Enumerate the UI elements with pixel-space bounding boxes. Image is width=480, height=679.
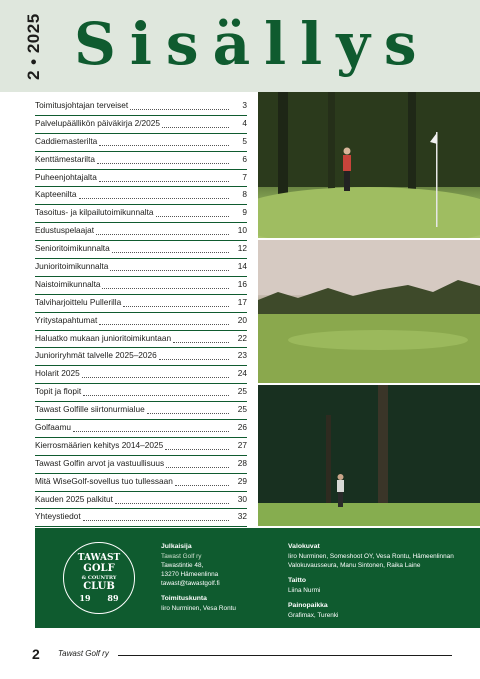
toc-item-page: 5 xyxy=(242,135,247,146)
toc-item-title: Edustuspelaajat xyxy=(35,225,95,236)
publisher-email: tawast@tawastgolf.fi xyxy=(161,580,220,587)
toc-item-title: Naistoimikunnalta xyxy=(35,278,101,289)
toc-item-page: 14 xyxy=(237,261,247,272)
toc-item-title: Yhteystiedot xyxy=(35,511,81,522)
toc-leader-dots xyxy=(159,349,229,360)
toc-item-title: Kapteenilta xyxy=(35,189,77,200)
toc-item-page: 6 xyxy=(242,153,247,164)
toc-item[interactable] xyxy=(35,152,247,170)
toc-item-page: 20 xyxy=(237,314,247,325)
toc-leader-dots xyxy=(173,332,229,343)
toc-item[interactable] xyxy=(35,384,247,402)
photos-heading: Valokuvat xyxy=(288,543,320,550)
photo-course-landscape xyxy=(258,240,480,383)
toc-leader-dots xyxy=(156,206,229,217)
toc-item-page: 24 xyxy=(237,368,247,379)
photo-golfer-putting xyxy=(258,92,480,238)
colophon-band xyxy=(35,528,480,628)
toc-item[interactable] xyxy=(35,509,247,527)
toc-item-title: Junioritoimikunnalta xyxy=(35,261,109,272)
toc-item-page: 10 xyxy=(237,225,247,236)
print-heading: Painopaikka xyxy=(288,602,328,609)
toc-item-title: Kenttämestarilta xyxy=(35,153,95,164)
toc-item-page: 17 xyxy=(237,296,247,307)
photos-credits-1: Iiro Nurminen, Someshoot OY, Vesa Rontu, Hämeenlinnan xyxy=(288,553,454,560)
toc-leader-dots xyxy=(99,135,229,146)
toc-item[interactable] xyxy=(35,420,247,438)
toc-item-page: 29 xyxy=(237,475,247,486)
toc-item-title: Junioriryhmät talvelle 2025–2026 xyxy=(35,350,157,361)
publisher-name: Tawast Golf ry xyxy=(161,553,202,560)
toc-item[interactable] xyxy=(35,187,247,205)
issue-label: 2 • 2025 xyxy=(24,13,43,80)
toc-item-page: 4 xyxy=(242,117,247,128)
publisher-column xyxy=(161,542,281,619)
toc-item[interactable] xyxy=(35,241,247,259)
toc-item-page: 30 xyxy=(237,493,247,504)
toc-item-title: Tawast Golfin arvot ja vastuullisuus xyxy=(35,457,165,468)
toc-item-page: 23 xyxy=(237,350,247,361)
toc-leader-dots xyxy=(83,510,229,521)
toc-item[interactable] xyxy=(35,259,247,277)
toc-item-page: 26 xyxy=(237,422,247,433)
toc-leader-dots xyxy=(79,188,229,199)
toc-item-page: 12 xyxy=(237,243,247,254)
toc-item-title: Golfaamu xyxy=(35,422,71,433)
toc-item[interactable] xyxy=(35,134,247,152)
toc-item[interactable] xyxy=(35,456,247,474)
toc-item-page: 28 xyxy=(237,457,247,468)
toc-item[interactable] xyxy=(35,348,247,366)
publisher-address-2: 13270 Hämeenlinna xyxy=(161,571,219,578)
photos-credits-2: Valokuvausseura, Manu Sintonen, Raika Laine xyxy=(288,562,421,569)
toc-item[interactable] xyxy=(35,474,247,492)
page-title: Sisällys xyxy=(74,10,431,78)
toc-leader-dots xyxy=(130,99,229,110)
toc-item-title: Topit ja flopit xyxy=(35,386,82,397)
publisher-address-1: Tawastintie 48, xyxy=(161,562,204,569)
toc-leader-dots xyxy=(97,153,229,164)
toc-item[interactable] xyxy=(35,438,247,456)
editors-heading: Toimituskunta xyxy=(161,595,207,602)
toc-item-title: Palvelupäällikön päiväkirja 2/2025 xyxy=(35,117,160,128)
toc-item-title: Toimitusjohtajan terveiset xyxy=(35,100,129,110)
toc-item-title: Tawast Golfille siirtonurmialue xyxy=(35,404,145,415)
print-credit: Grafimax, Turenki xyxy=(288,612,339,619)
toc-item-page: 3 xyxy=(242,100,247,110)
toc-item-page: 9 xyxy=(242,207,247,218)
toc-item-title: Kierrosmäärien kehitys 2014–2025 xyxy=(35,439,164,450)
page-number: 2 xyxy=(32,646,40,662)
toc-leader-dots xyxy=(99,314,229,325)
toc-item-title: Yritystapahtumat xyxy=(35,314,98,325)
toc-item[interactable] xyxy=(35,116,247,134)
toc-item[interactable] xyxy=(35,277,247,295)
toc-item-page: 16 xyxy=(237,278,247,289)
toc-leader-dots xyxy=(115,493,229,504)
toc-item-title: Tasoitus- ja kilpailutoimikunnalta xyxy=(35,207,154,218)
toc-item-title: Senioritoimikunnalta xyxy=(35,243,110,254)
toc-item[interactable] xyxy=(35,223,247,241)
toc-item-page: 8 xyxy=(242,189,247,200)
toc-item[interactable] xyxy=(35,402,247,420)
toc-item-page: 22 xyxy=(237,332,247,343)
toc-item-title: Holarit 2025 xyxy=(35,368,80,379)
toc-leader-dots xyxy=(165,439,229,450)
toc-item[interactable] xyxy=(35,295,247,313)
toc-item-title: Caddiemasterilta xyxy=(35,135,98,146)
toc-leader-dots xyxy=(147,403,229,414)
toc-leader-dots xyxy=(82,367,229,378)
toc-item-page: 32 xyxy=(237,511,247,522)
footer-publication: Tawast Golf ry xyxy=(58,649,109,658)
toc-leader-dots xyxy=(96,224,229,235)
toc-item[interactable] xyxy=(35,205,247,223)
table-of-contents xyxy=(35,98,247,545)
toc-item[interactable] xyxy=(35,366,247,384)
toc-leader-dots xyxy=(99,171,229,182)
toc-leader-dots xyxy=(166,457,229,468)
layout-credit: Liina Nurmi xyxy=(288,587,321,594)
toc-leader-dots xyxy=(102,278,229,289)
toc-item-title: Kauden 2025 palkitut xyxy=(35,493,113,504)
toc-item-page: 25 xyxy=(237,386,247,397)
toc-leader-dots xyxy=(110,260,229,271)
layout-heading: Taitto xyxy=(288,577,306,584)
toc-item[interactable] xyxy=(35,492,247,510)
toc-leader-dots xyxy=(162,117,229,128)
toc-item[interactable] xyxy=(35,98,247,116)
credits-column xyxy=(288,542,476,626)
toc-leader-dots xyxy=(112,242,229,253)
toc-item-page: 27 xyxy=(237,439,247,450)
header-band xyxy=(0,0,480,92)
photo-golfer-forest xyxy=(258,385,480,526)
toc-item-title: Haluatko mukaan junioritoimikuntaan xyxy=(35,332,172,343)
toc-leader-dots xyxy=(73,421,229,432)
editors-names: Iiro Nurminen, Vesa Rontu xyxy=(161,605,236,612)
toc-item-page: 25 xyxy=(237,404,247,415)
toc-item[interactable] xyxy=(35,313,247,331)
footer-rule xyxy=(118,655,452,656)
toc-item[interactable] xyxy=(35,170,247,188)
toc-item-title: Puheenjohtajalta xyxy=(35,171,97,182)
club-logo: TAWAST GOLF & COUNTRY CLUB 19 89 xyxy=(63,542,135,614)
toc-item-title: Talviharjoittelu Pullerilla xyxy=(35,296,122,307)
toc-leader-dots xyxy=(175,475,229,486)
toc-leader-dots xyxy=(83,385,229,396)
toc-item-title: Mitä WiseGolf-sovellus tuo tullessaan xyxy=(35,475,173,486)
toc-item-page: 7 xyxy=(242,171,247,182)
toc-item[interactable] xyxy=(35,331,247,349)
publisher-heading: Julkaisija xyxy=(161,543,192,550)
toc-leader-dots xyxy=(123,296,229,307)
